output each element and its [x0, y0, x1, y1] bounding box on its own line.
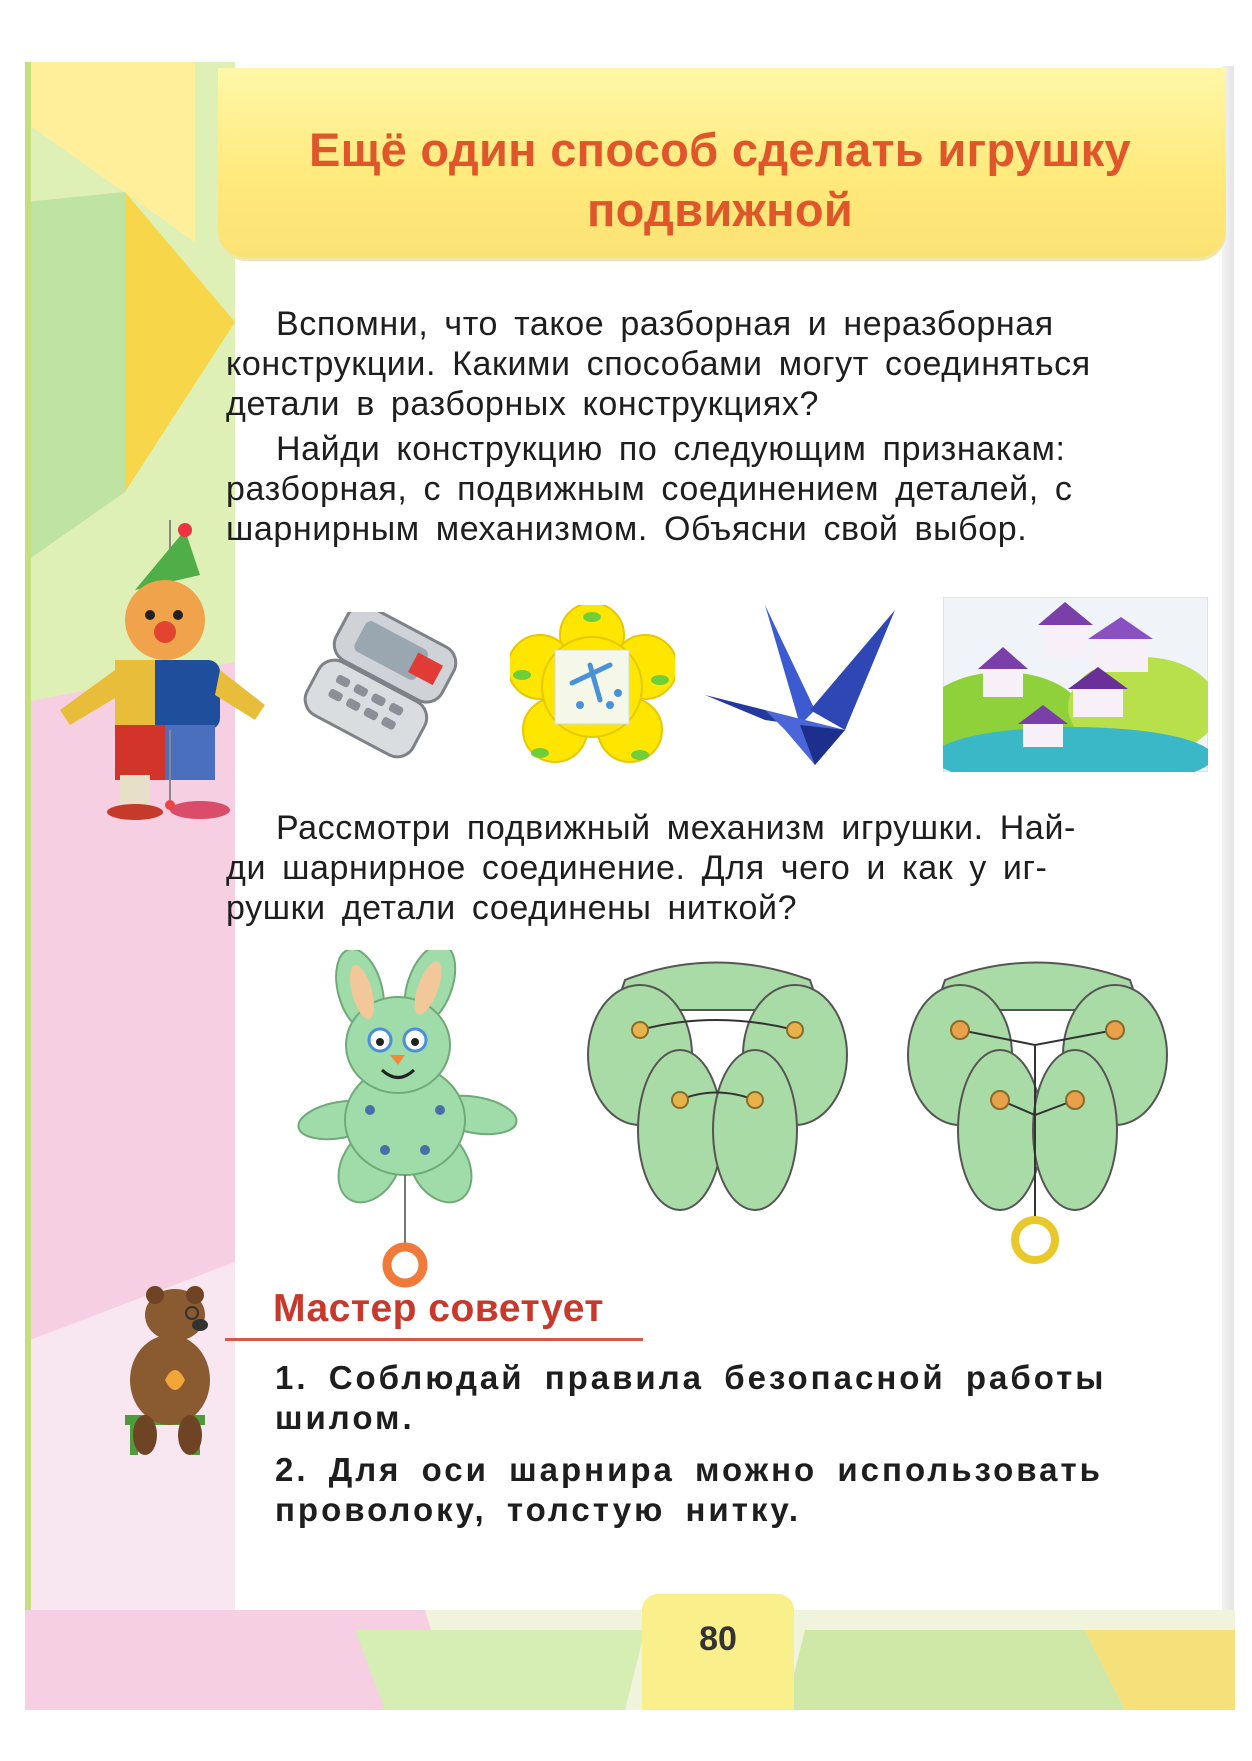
advice-line: шилом.: [275, 1399, 415, 1436]
paragraph-line: конструкции. Какими способами могут соединяться: [226, 345, 1091, 383]
paragraph-line: шарнирным механизмом. Объясни свой выбор.: [226, 510, 1028, 548]
paragraph-line: разборная, с подвижным соединением деталей, с: [226, 470, 1073, 508]
advice-line: 2. Для оси шарнира можно использовать: [275, 1451, 1103, 1488]
bottom-decorative-band: [25, 1610, 1235, 1710]
advice-heading: Мастер советует: [273, 1287, 604, 1330]
bear-craftsman-icon: [110, 1285, 230, 1460]
advice-line: 1. Соблюдай правила безопасной работы: [275, 1359, 1107, 1396]
paragraph-line: ди шарнирное соединение. Для чего и как у иг-: [226, 849, 1048, 887]
page-title-line2: подвижной: [586, 183, 854, 236]
bunny-toy-icon: [290, 950, 525, 1290]
flower-frame-icon: [510, 605, 675, 770]
advice-line: проволоку, толстую нитку.: [275, 1491, 801, 1528]
origami-crane-icon: [705, 600, 905, 770]
phone-icon: [298, 612, 468, 762]
bunny-mechanism-back-icon: [905, 950, 1170, 1275]
page-number: 80: [699, 1620, 737, 1658]
paragraph-line: Рассмотри подвижный механизм игрушки. Най-: [276, 809, 1076, 847]
page-edge: [1222, 66, 1234, 1706]
paragraph-examine: [226, 808, 1220, 928]
paragraph-line: Вспомни, что такое разборная и неразборная: [276, 305, 1054, 343]
paragraph-line: Найди конструкцию по следующим признакам:: [276, 430, 1066, 468]
advice-underline: [225, 1338, 643, 1341]
paragraph-recall: [226, 304, 1220, 424]
left-decorative-strip: [25, 62, 235, 1710]
paragraph-line: детали в разборных конструкциях?: [226, 385, 820, 423]
page-title-line1: Ещё один способ сделать игрушку: [309, 123, 1131, 176]
advice-item-1: [275, 1358, 1220, 1438]
page-title: [250, 120, 1190, 240]
paragraph-line: рушки детали соединены ниткой?: [226, 889, 798, 927]
bunny-mechanism-front-icon: [585, 950, 850, 1225]
village-mosaic-icon: [943, 597, 1208, 772]
advice-item-2: [275, 1450, 1220, 1530]
jester-toy-icon: [40, 520, 265, 820]
paragraph-find: [226, 429, 1220, 549]
